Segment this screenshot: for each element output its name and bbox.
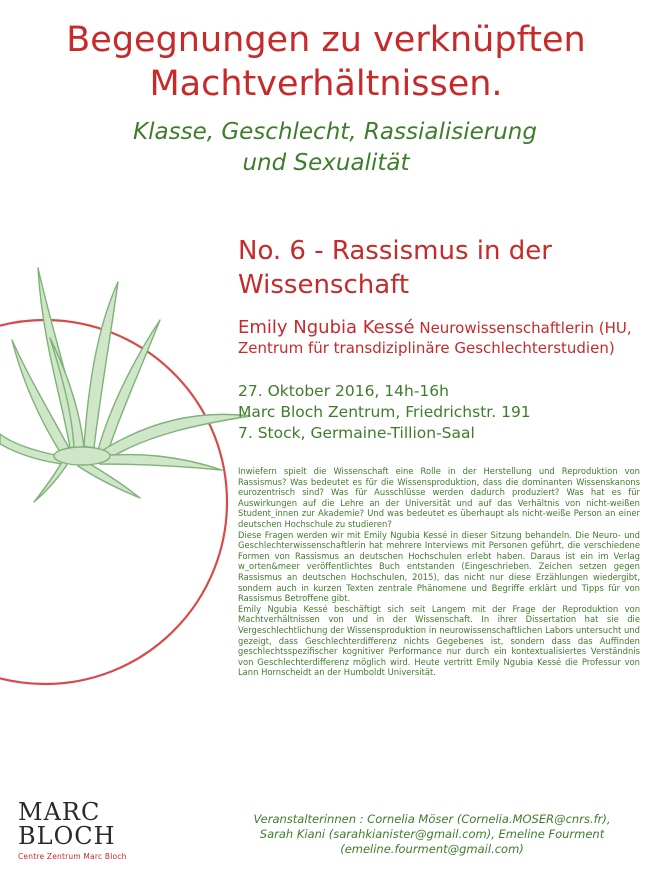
event-venue: Marc Bloch Zentrum, Friedrichstr. 191 xyxy=(238,403,531,421)
session-title xyxy=(238,234,638,302)
event-date: 27. Oktober 2016, 14h-16h xyxy=(238,382,449,400)
poster-subtitle-line-2: und Sexualität xyxy=(242,150,410,176)
abstract-paragraph-1: Inwiefern spielt die Wissenschaft eine Rolle in der Herstellung und Reproduktion von Rassismus? Was bedeutet es für die Wissensproduktion, dass die dominanten Wissenskanons eurozentrisch sind? Was für Ausschlüsse werden dadurch produziert? Was hat es für Auswirkungen auf die Lehre an der Universität und auf das Verhältnis von nicht-weißen Student_innen zur Akademie? Und was bedeutet es überhaupt als nicht-weiße Person an einer deutschen Hochschule zu studieren? xyxy=(238,466,640,529)
organizers-line-1: Veranstalterinnen : Cornelia Möser (Cornelia.MOSER@cnrs.fr), xyxy=(253,812,611,826)
organizers-line-2: Sarah Kiani (sarahkianister@gmail.com), Emeline Fourment xyxy=(259,827,605,841)
speaker-role-line-1: Neurowissenschaftlerin (HU, xyxy=(414,319,632,337)
abstract-paragraph-3: Emily Ngubia Kessé beschäftigt sich seit Langem mit der Frage der Reproduktion von Machtverhältnissen von und in der Wissenschaft. In ihrer Dissertation hat sie die Vergeschlechtlichung der Wissensproduktion in neurowissenschaftlichen Labors untersucht und gezeigt, dass Geschlechterdifferenz nichts Gegebenes ist, sondern dass das Auffinden geschlechtsspezifischer kognitiver Performance nur durch ein kontextualisiertes Verständnis von Geschlechterdifferenz möglich wird. Heute vertritt Emily Ngubia Kessé die Professur von Lann Hornscheidt an der Humboldt Universität. xyxy=(238,603,640,678)
session-title-line-2: Wissenschaft xyxy=(238,270,410,300)
speaker-block xyxy=(238,318,648,358)
marc-bloch-logo xyxy=(18,800,158,870)
poster-title-line-1: Begegnungen zu verknüpften xyxy=(66,20,586,60)
abstract-paragraph-2: Diese Fragen werden wir mit Emily Ngubia Kessé in dieser Sitzung behandeln. Die Neuro- und Geschlechterwissenschaftlerin hat mehrere Interviews mit Personen geführt, die verschiedene Formen von Rassismus an deutschen Hochschulen erlebt haben. Daraus ist ein im Verlag w_orten&meer veröffentlichtes Buch entstanden (Eingeschrieben. Zeichen setzen gegen Rassismus an deutschen Hochschulen, 2015), das nicht nur diese Erzählungen wiedergibt, sondern auch in kurzen Texten zentrale Phänomene und Begriffe erklärt und Tipps für von Rassismus Betroffene gibt. xyxy=(238,529,640,604)
abstract-text xyxy=(238,466,640,678)
organizers-block xyxy=(236,812,628,857)
poster-title-line-2: Machtverhältnissen. xyxy=(149,64,503,104)
poster-subtitle-line-1: Klasse, Geschlecht, Rassialisierung xyxy=(133,119,537,145)
speaker-name: Emily Ngubia Kessé xyxy=(238,317,415,338)
logo-caption: Centre Zentrum Marc Bloch xyxy=(18,852,127,861)
logo-mark-line-1: MARC xyxy=(18,798,101,826)
plant-illustration xyxy=(0,268,250,502)
session-title-line-1: No. 6 - Rassismus in der xyxy=(238,236,552,266)
event-details xyxy=(238,381,638,444)
organizers-line-3: (emeline.fourment@gmail.com) xyxy=(340,842,524,856)
speaker-role-line-2: Zentrum für transdiziplinäre Geschlechterstudien) xyxy=(238,339,615,357)
event-room: 7. Stock, Germaine-Tillion-Saal xyxy=(238,424,475,442)
logo-mark-line-2: BLOCH xyxy=(18,822,116,850)
